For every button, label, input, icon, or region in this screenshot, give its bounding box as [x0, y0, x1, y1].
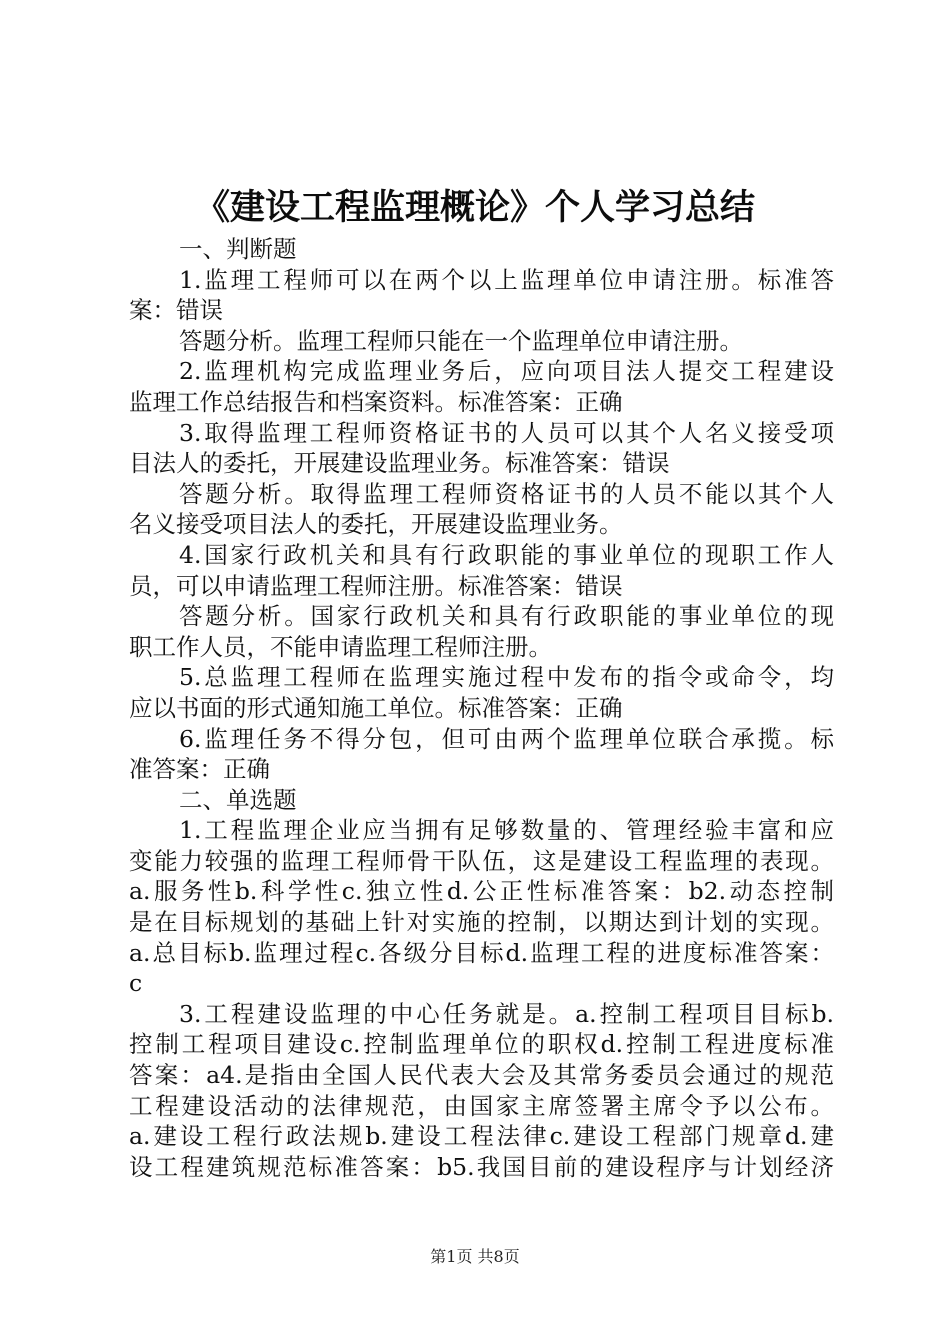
document-body	[129, 234, 834, 1182]
text-line: 变能力较强的监理工程师骨干队伍，这是建设工程监理的表现。	[129, 846, 834, 875]
text-line: 5.总监理工程师在监理实施过程中发布的指令或命令，均	[179, 663, 834, 692]
text-line: 设工程建筑规范标准答案：b5.我国目前的建设程序与计划经济	[129, 1152, 834, 1181]
text-line: 目法人的委托，开展建设监理业务。标准答案：错误	[129, 449, 670, 478]
text-line: 2.监理机构完成监理业务后，应向项目法人提交工程建设	[179, 357, 834, 386]
text-line: 答题分析。国家行政机关和具有行政职能的事业单位的现	[179, 602, 834, 631]
text-line: 答题分析。监理工程师只能在一个监理单位申请注册。	[179, 326, 743, 355]
page-number-footer: 第1页 共8页	[430, 1247, 520, 1266]
text-line: a.建设工程行政法规b.建设工程法律c.建设工程部门规章d.建	[129, 1122, 834, 1151]
text-line: 监理工作总结报告和档案资料。标准答案：正确	[129, 387, 623, 416]
text-line: c	[129, 969, 143, 998]
text-line: 1.监理工程师可以在两个以上监理单位申请注册。标准答	[179, 265, 834, 294]
text-line: 名义接受项目法人的委托，开展建设监理业务。	[129, 510, 623, 539]
text-line: 职工作人员，不能申请监理工程师注册。	[129, 632, 552, 661]
document-title: 《建设工程监理概论》个人学习总结	[194, 187, 755, 228]
text-line: 答题分析。取得监理工程师资格证书的人员不能以其个人	[179, 479, 834, 508]
text-line: 6.监理任务不得分包，但可由两个监理单位联合承揽。标	[179, 724, 834, 753]
text-line: 应以书面的形式通知施工单位。标准答案：正确	[129, 693, 623, 722]
section-heading: 二、单选题	[179, 785, 297, 814]
text-line: a.总目标b.监理过程c.各级分目标d.监理工程的进度标准答案：	[129, 938, 834, 967]
section-heading: 一、判断题	[179, 235, 297, 263]
text-line: 是在目标规划的基础上针对实施的控制，以期达到计划的实现。	[129, 908, 834, 937]
text-line: 答案：a4.是指由全国人民代表大会及其常务委员会通过的规范	[129, 1061, 834, 1090]
text-line: 案：错误	[129, 296, 223, 325]
text-line: 控制工程项目建设c.控制监理单位的职权d.控制工程进度标准	[129, 1030, 834, 1059]
text-line: a.服务性b.科学性c.独立性d.公正性标准答案：b2.动态控制	[129, 877, 834, 906]
text-line: 工程建设活动的法律规范，由国家主席签署主席令予以公布。	[129, 1091, 834, 1120]
text-line: 4.国家行政机关和具有行政职能的事业单位的现职工作人	[179, 540, 834, 569]
text-line: 3.工程建设监理的中心任务就是。a.控制工程项目目标b.	[179, 999, 834, 1028]
text-line: 员，可以申请监理工程师注册。标准答案：错误	[129, 571, 623, 600]
text-line: 3.取得监理工程师资格证书的人员可以其个人名义接受项	[179, 418, 834, 447]
text-line: 1.工程监理企业应当拥有足够数量的、管理经验丰富和应	[179, 816, 834, 845]
text-line: 准答案：正确	[129, 755, 270, 784]
